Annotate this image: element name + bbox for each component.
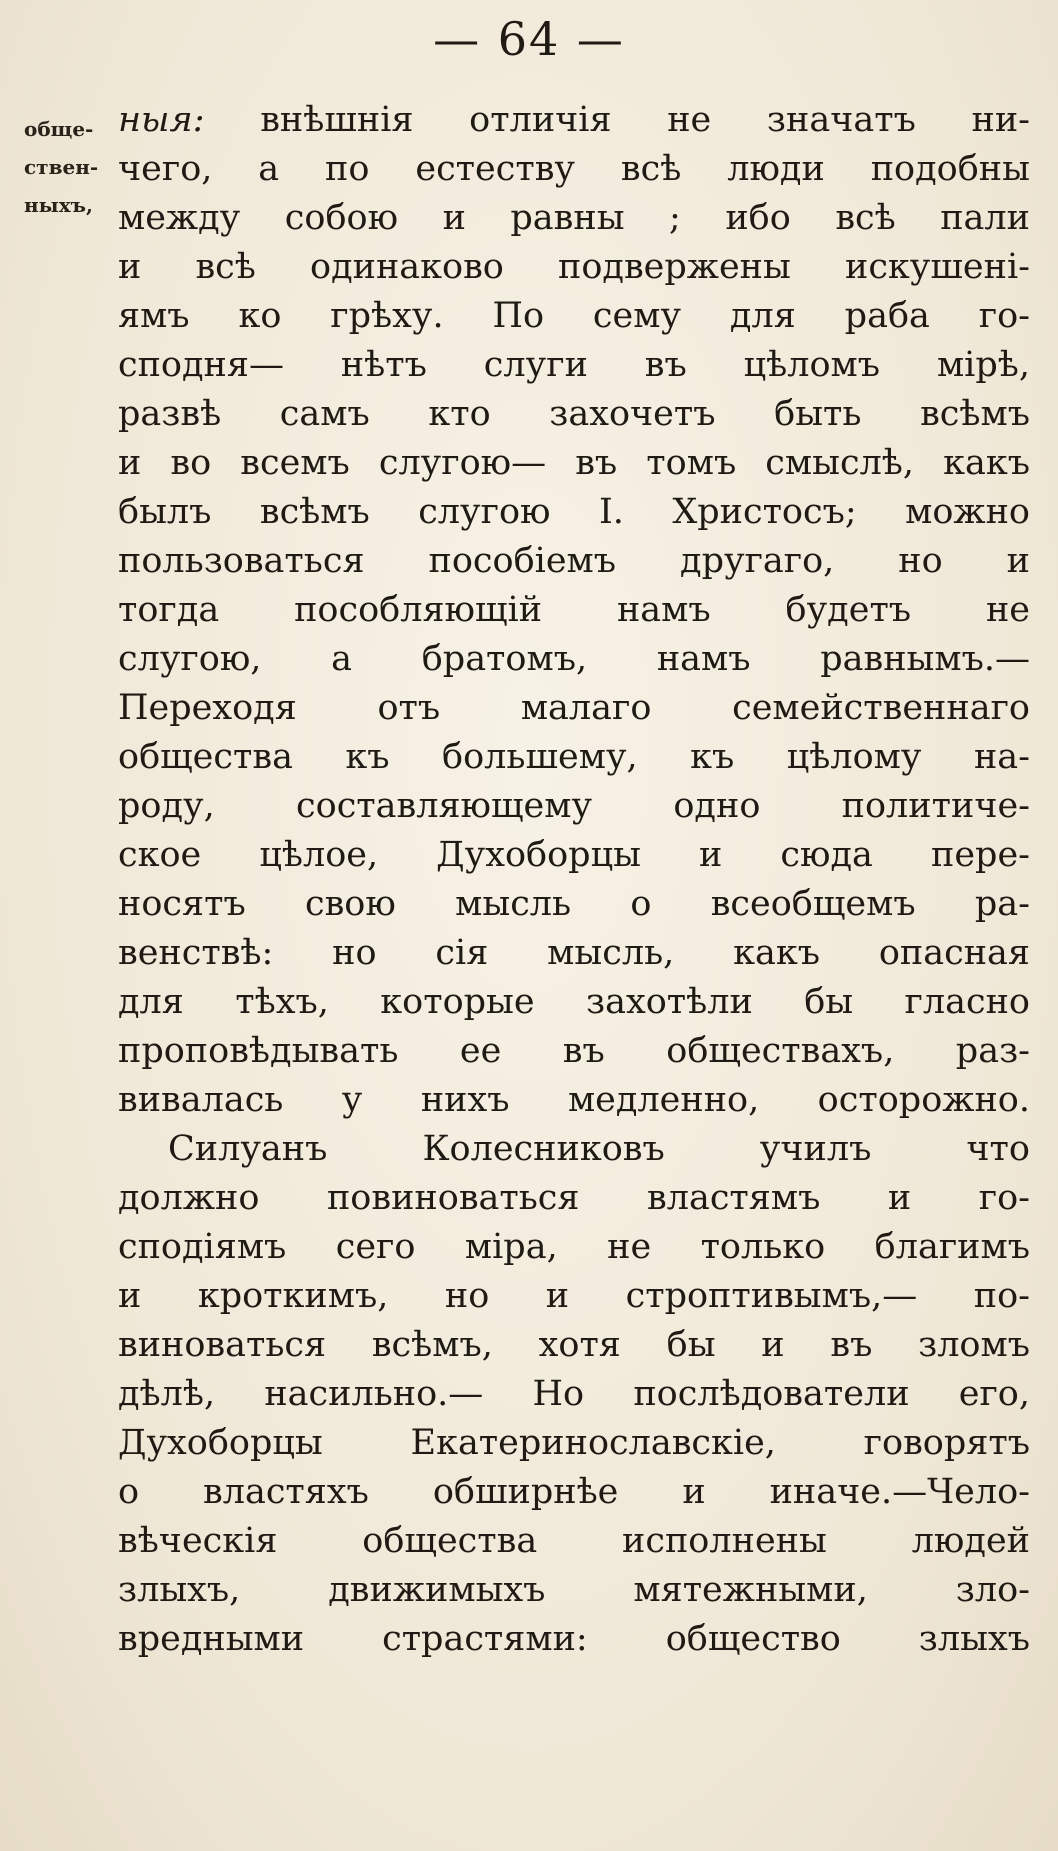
- text-line: дѣлѣ, насильно.— Но послѣдователи его,: [118, 1374, 1030, 1414]
- text-line: для тѣхъ, которые захотѣли бы гласно: [118, 982, 1030, 1022]
- text-line: роду, составляющему одно политиче-: [118, 786, 1030, 826]
- text-line: вѣческія общества исполнены людей: [118, 1521, 1030, 1561]
- text-line: слугою, а братомъ, намъ равнымъ.—: [118, 639, 1030, 679]
- text-line-rest: внѣшнія отличія не значатъ ни-: [260, 100, 1030, 140]
- text-line: между собою и равны ; ибо всѣ пали: [118, 198, 1030, 238]
- body-text: [118, 96, 1030, 1664]
- text-line: вредными страстями: общество злыхъ: [118, 1619, 1030, 1659]
- text-line: должно повиноваться властямъ и го-: [118, 1178, 1030, 1218]
- text-line: пользоваться пособіемъ другаго, но и: [118, 541, 1030, 581]
- text-line-paragraph-start: Силуанъ Колесниковъ училъ что: [168, 1129, 1030, 1169]
- text-line: общества къ большему, къ цѣлому на-: [118, 737, 1030, 777]
- text-line: о властяхъ обширнѣе и иначе.—Чело-: [118, 1472, 1030, 1512]
- text-line: и всѣ одинаково подвержены искушені-: [118, 247, 1030, 287]
- text-line: носятъ свою мысль о всеобщемъ ра-: [118, 884, 1030, 924]
- margin-note-line: ствен-: [24, 155, 99, 179]
- text-line: Духоборцы Екатеринославскіе, говорятъ: [118, 1423, 1030, 1463]
- text-line: ское цѣлое, Духоборцы и сюда пере-: [118, 835, 1030, 875]
- margin-note-line: ныхъ,: [24, 193, 93, 217]
- italic-word: ныя:: [118, 100, 205, 140]
- text-line: Переходя отъ малаго семейственнаго: [118, 688, 1030, 728]
- page-number: — 64 —: [433, 12, 625, 66]
- text-line: вивалась у нихъ медленно, осторожно.: [118, 1080, 1030, 1120]
- text-line: чего, а по естеству всѣ люди подобны: [118, 149, 1030, 189]
- text-line: проповѣдывать ее въ обществахъ, раз-: [118, 1031, 1030, 1071]
- text-line: сподня— нѣтъ слуги въ цѣломъ мірѣ,: [118, 345, 1030, 385]
- margin-note-line: обще-: [24, 117, 94, 141]
- text-line: тогда пособляющій намъ будетъ не: [118, 590, 1030, 630]
- text-line: злыхъ, движимыхъ мятежными, зло-: [118, 1570, 1030, 1610]
- text-line: ямъ ко грѣху. По сему для раба го-: [118, 296, 1030, 336]
- text-line: венствѣ: но сія мысль, какъ опасная: [118, 933, 1030, 973]
- text-line: виноваться всѣмъ, хотя бы и въ зломъ: [118, 1325, 1030, 1365]
- text-line: и кроткимъ, но и строптивымъ,— по-: [118, 1276, 1030, 1316]
- text-line: былъ всѣмъ слугою І. Христосъ; можно: [118, 492, 1030, 532]
- text-line: сподіямъ сего міра, не только благимъ: [118, 1227, 1030, 1267]
- text-line: и во всемъ слугою— въ томъ смыслѣ, какъ: [118, 443, 1030, 483]
- text-line: [118, 96, 1030, 145]
- text-line: развѣ самъ кто захочетъ быть всѣмъ: [118, 394, 1030, 434]
